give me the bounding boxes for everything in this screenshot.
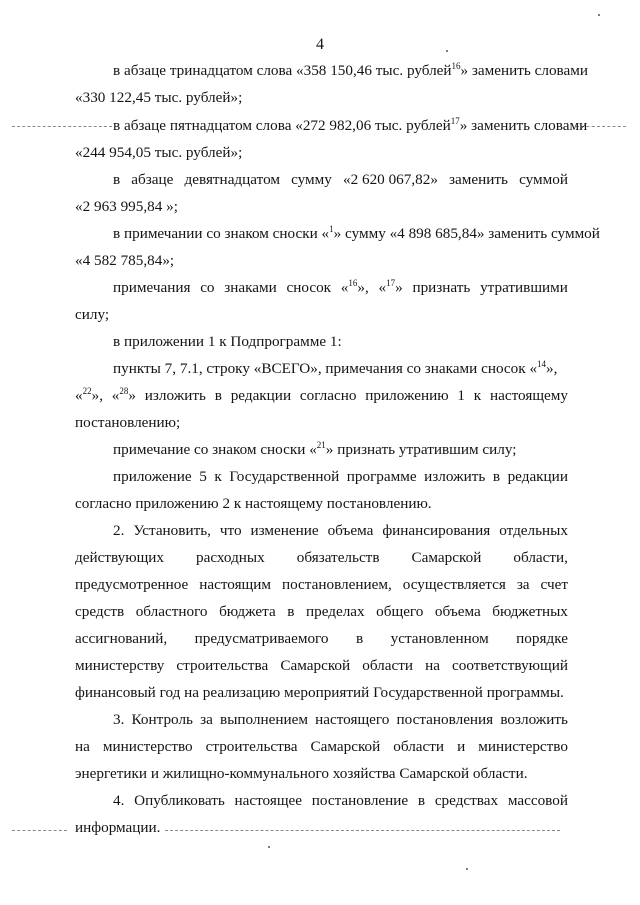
paragraph-line: в абзаце пятнадцатом слова «272 982,06 тыс. рублей$^{17}$» заменить словами bbox=[113, 116, 588, 134]
paragraph-line: в примечании со знаком сноски «$^1$» сумму «4 898 685,84» заменить суммой bbox=[113, 224, 600, 242]
paragraph-line: информации. bbox=[75, 818, 164, 837]
scan-dashed-line-left bbox=[12, 126, 112, 127]
paragraph-line: в абзаце тринадцатом слова «358 150,46 тыс. рублей$^{16}$» заменить словами bbox=[113, 61, 588, 79]
paragraph-line: постановлению; bbox=[75, 414, 181, 431]
scan-speck bbox=[598, 14, 600, 16]
scan-speck bbox=[446, 50, 448, 52]
paragraph-line: пункты 7, 7.1, строку «ВСЕГО», примечания со знаками сносок «$^{14}$», bbox=[113, 359, 558, 377]
paragraph-line: «4 582 785,84»; bbox=[75, 252, 175, 269]
paragraph-line: «2 963 995,84 »; bbox=[75, 198, 178, 215]
paragraph-line: финансовый год на реализацию мероприятий Государственной программы. bbox=[75, 684, 564, 701]
paragraph-line: примечание со знаком сноски «$^{21}$» признать утратившим силу; bbox=[113, 440, 517, 458]
scan-dashed-line-bottom bbox=[160, 830, 560, 831]
paragraph-line: «244 954,05 тыс. рублей»; bbox=[75, 144, 243, 161]
paragraph-line: «$^{22}$», «$^{28}$» изложить в редакции согласно приложению 1 к настоящему bbox=[75, 386, 568, 404]
paragraph-line: энергетики и жилищно-коммунального хозяйства Самарской области. bbox=[75, 765, 528, 782]
paragraph-line: в приложении 1 к Подпрограмме 1: bbox=[113, 333, 342, 350]
paragraph-line: примечания со знаками сносок «$^{16}$», «$^{17}$» признать утратившими bbox=[113, 278, 568, 296]
scan-speck bbox=[268, 846, 270, 848]
paragraph-line: средств областного бюджета в пределах общего объема бюджетных bbox=[75, 603, 568, 620]
paragraph-line: на министерство строительства Самарской области и министерство bbox=[75, 738, 568, 755]
paragraph-line: 3. Контроль за выполнением настоящего постановления возложить bbox=[113, 711, 568, 728]
paragraph-line: действующих расходных обязательств Самарской области, bbox=[75, 549, 568, 566]
paragraph-line: ассигнований, предусматриваемого в установленном порядке bbox=[75, 630, 568, 647]
paragraph-line: силу; bbox=[75, 306, 110, 323]
paragraph-line: приложение 5 к Государственной программе изложить в редакции bbox=[113, 468, 568, 485]
paragraph-line: 2. Установить, что изменение объема финансирования отдельных bbox=[113, 522, 568, 539]
paragraph-line: в абзаце девятнадцатом сумму «2 620 067,82» заменить суммой bbox=[113, 171, 568, 188]
paragraph-line: предусмотренное настоящим постановлением, осуществляется за счет bbox=[75, 576, 568, 593]
paragraph-line: министерству строительства Самарской области на соответствующий bbox=[75, 657, 568, 674]
paragraph-line: «330 122,45 тыс. рублей»; bbox=[75, 89, 243, 106]
page-number: 4 bbox=[316, 36, 324, 53]
scan-speck bbox=[466, 868, 468, 870]
scan-dashed-line-bottom-left bbox=[12, 830, 67, 831]
paragraph-line: 4. Опубликовать настоящее постановление в средствах массовой bbox=[113, 792, 568, 809]
paragraph-line: согласно приложению 2 к настоящему постановлению. bbox=[75, 495, 432, 512]
